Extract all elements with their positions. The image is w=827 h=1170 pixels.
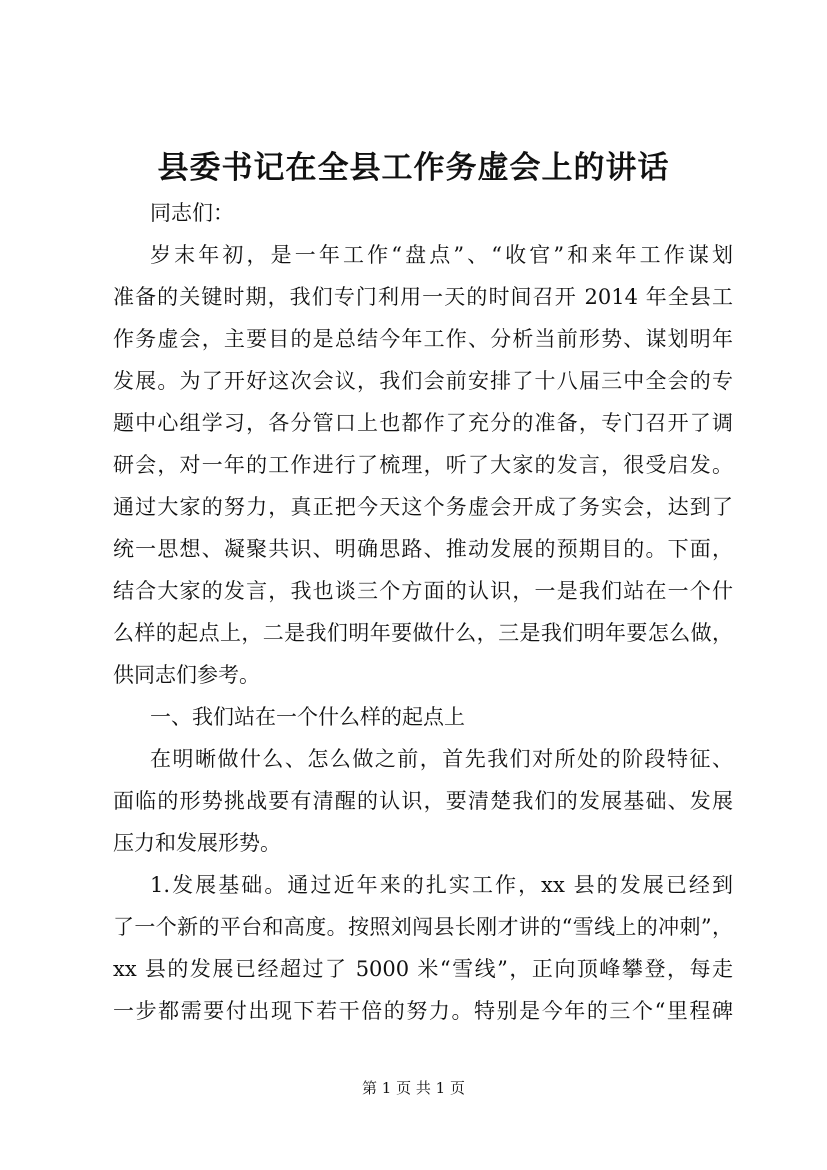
body-line: 压力和发展形势。 [113, 831, 281, 855]
body-line: 题中心组学习，各分管口上也都作了充分的准备，专门召开了调 [113, 411, 733, 435]
section-heading: 一、我们站在一个什么样的起点上 [150, 705, 465, 729]
body-line: 1.发展基础。通过近年来的扎实工作，xx 县的发展已经到 [150, 873, 733, 897]
body-line: 发展。为了开好这次会议，我们会前安排了十八届三中全会的专 [113, 369, 733, 393]
body-line: 岁末年初，是一年工作“盘点”、“收官”和来年工作谋划 [150, 243, 733, 267]
body-line: 一步都需要付出现下若干倍的努力。特别是今年的三个“里程碑 [113, 999, 733, 1023]
body-line: 么样的起点上，二是我们明年要做什么，三是我们明年要怎么做， [113, 621, 733, 645]
body-line: 了一个新的平台和高度。按照刘闯县长刚才讲的“雪线上的冲刺”， [113, 915, 733, 939]
body-line: 面临的形势挑战要有清醒的认识，要清楚我们的发展基础、发展 [113, 789, 733, 813]
body-line: 在明晰做什么、怎么做之前，首先我们对所处的阶段特征、 [150, 747, 733, 771]
body-line: 准备的关键时期，我们专门利用一天的时间召开 2014 年全县工 [113, 285, 733, 309]
body-line: 作务虚会，主要目的是总结今年工作、分析当前形势、谋划明年 [113, 327, 733, 351]
body-line: xx 县的发展已经超过了 5000 米“雪线”，正向顶峰攀登，每走 [113, 957, 733, 981]
body-line: 同志们： [150, 201, 234, 225]
body-line: 供同志们参考。 [113, 663, 260, 687]
body-line: 统一思想、凝聚共识、明确思路、推动发展的预期目的。下面， [113, 537, 733, 561]
page-footer: 第 1 页 共 1 页 [362, 1079, 465, 1097]
page-title: 县委书记在全县工作务虚会上的讲话 [157, 150, 670, 186]
body-line: 通过大家的努力，真正把今天这个务虚会开成了务实会，达到了 [113, 495, 733, 519]
body-line: 研会，对一年的工作进行了梳理，听了大家的发言，很受启发。 [113, 453, 733, 477]
body-line: 结合大家的发言，我也谈三个方面的认识，一是我们站在一个什 [113, 579, 733, 603]
